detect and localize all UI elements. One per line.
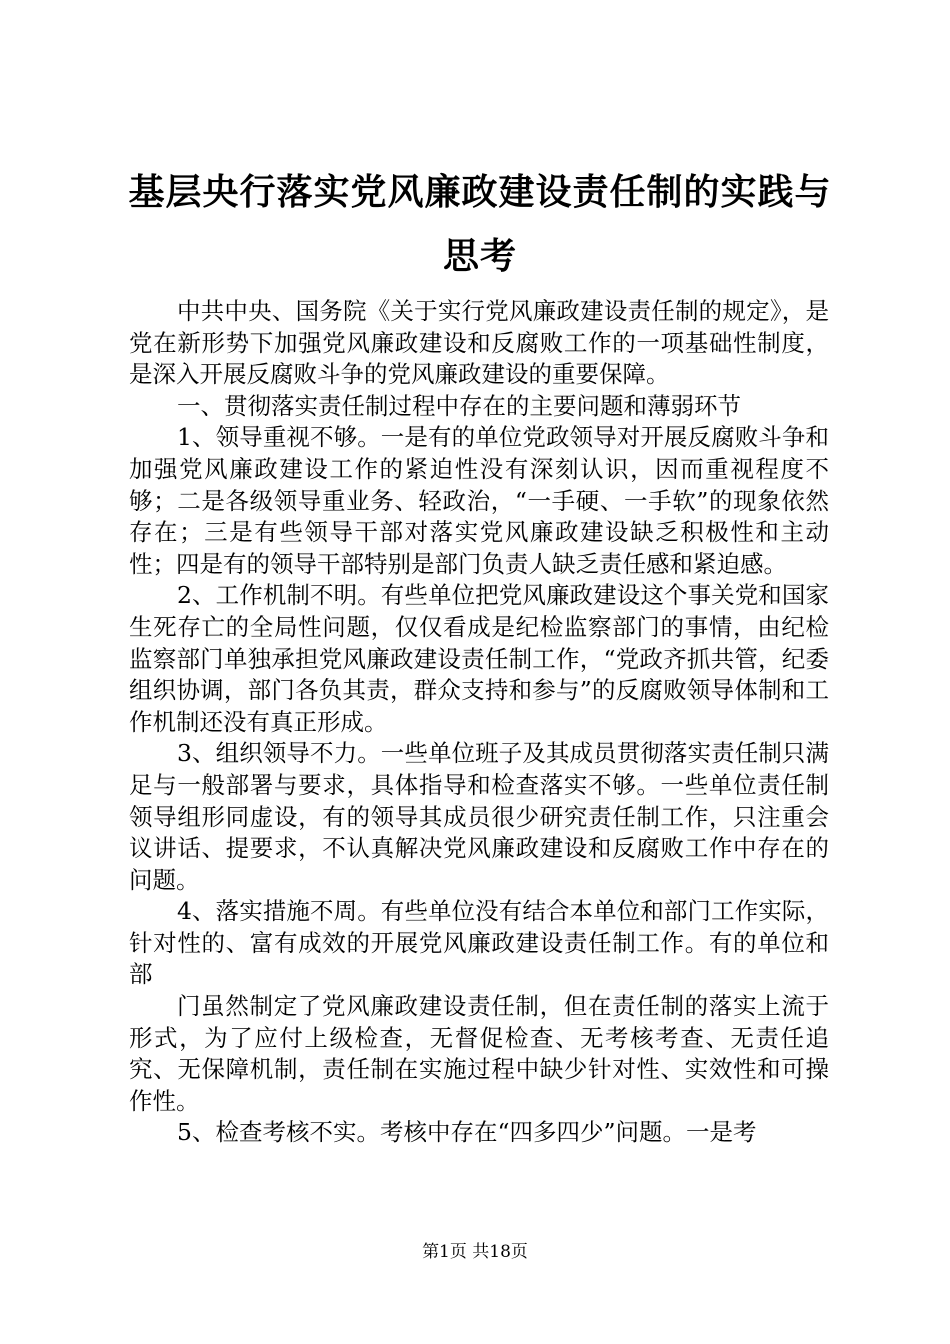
paragraph-item-2: 2、工作机制不明。有些单位把党风廉政建设这个事关党和国家生死存亡的全局性问题，仅仅看成是纪检监察部门的事情，由纪检监察部门单独承担党风廉政建设责任制工作，“党政齐抓共管，纪委组织协调，部门各负其责，群众支持和参与”的反腐败领导体制和工作机制还没有真正形成。 (129, 581, 829, 736)
paragraph-item-1: 1、领导重视不够。一是有的单位党政领导对开展反腐败斗争和加强党风廉政建设工作的紧迫性没有深刻认识，因而重视程度不够；二是各级领导重业务、轻政治，“一手硬、一手软”的现象依然存在；三是有些领导干部对落实党风廉政建设缺乏积极性和主动性；四是有的领导干部特别是部门负责人缺乏责任感和紧迫感。 (129, 423, 829, 578)
paragraph-item-4: 4、落实措施不周。有些单位没有结合本单位和部门工作实际，针对性的、富有成效的开展党风廉政建设责任制工作。有的单位和部 (129, 897, 829, 989)
page-number-footer: 第1页 共18页 (422, 1242, 528, 1262)
document-title: 基层央行落实党风廉政建设责任制的实践与思考 (128, 171, 832, 277)
paragraph-item-4-continued: 门虽然制定了党风廉政建设责任制，但在责任制的落实上流于形式，为了应付上级检查，无督促检查、无考核考查、无责任追究、无保障机制，责任制在实施过程中缺少针对性、实效性和可操作性。 (129, 992, 829, 1115)
paragraph-intro: 中共中央、国务院《关于实行党风廉政建设责任制的规定》，是党在新形势下加强党风廉政建设和反腐败工作的一项基础性制度，是深入开展反腐败斗争的党风廉政建设的重要保障。 (129, 297, 829, 389)
paragraph-item-3: 3、组织领导不力。一些单位班子及其成员贯彻落实责任制只满足与一般部署与要求，具体指导和检查落实不够。一些单位责任制领导组形同虚设，有的领导其成员很少研究责任制工作，只注重会议讲话、提要求，不认真解决党风廉政建设和反腐败工作中存在的问题。 (129, 739, 829, 894)
paragraph-item-5: 5、检查考核不实。考核中存在“四多四少”问题。一是考 (177, 1118, 757, 1147)
section-heading: 一、贯彻落实责任制过程中存在的主要问题和薄弱环节 (177, 391, 741, 420)
document-body (129, 296, 829, 1149)
